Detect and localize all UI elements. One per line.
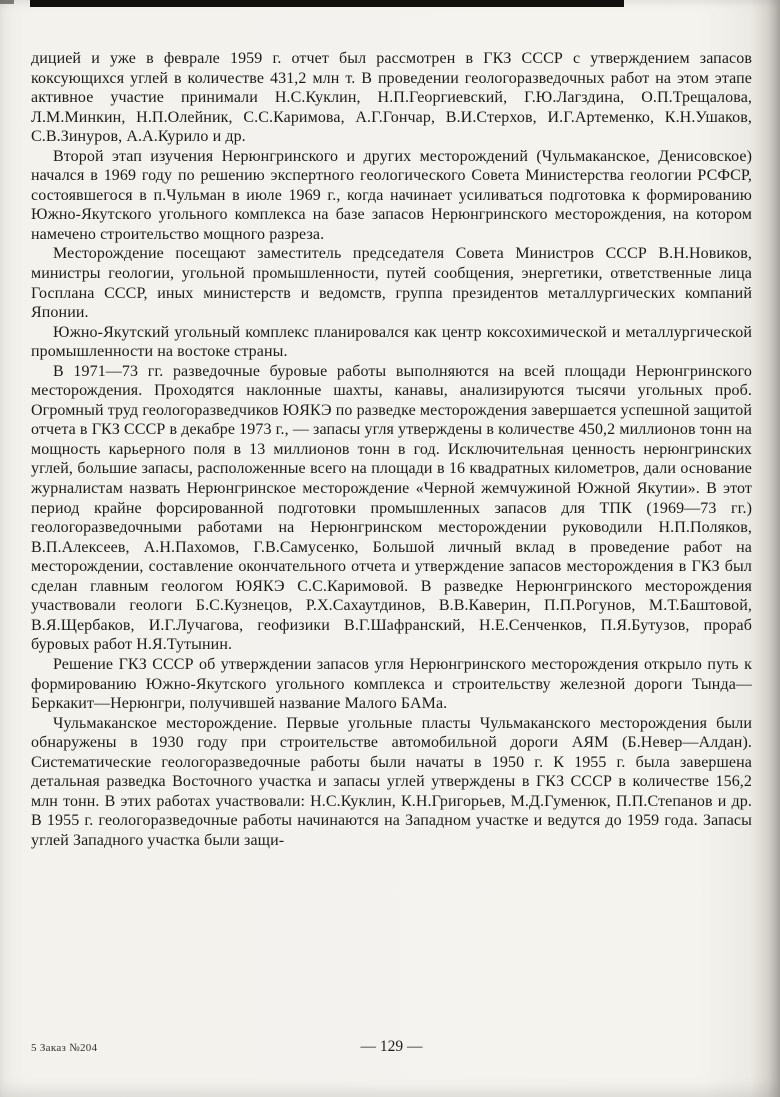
printer-order-mark: 5 Заказ №204 [31,1042,98,1054]
scan-black-bar-artifact [30,0,624,7]
paragraph: Месторождение посещают заместитель председателя Совета Министров СССР В.Н.Новиков, министры геологии, угольной промышленности, путей сообщения, энергетики, ответственные лица Госплана СССР, иных министерств и ведомств, группа президентов металлургических компаний Японии. [31,245,752,322]
page-number: — 129 — [360,1038,423,1055]
page-footer [31,1036,752,1060]
scan-edge-artifact [0,0,14,4]
paragraph: В 1971—73 гг. разведочные буровые работы выполняются на всей площади Нерюнгринского месторождения. Проходятся наклонные шахты, канавы, анализируются тысячи угольных проб. Огромный труд геологоразведчиков ЮЯКЭ по разведке месторождения завершается успешной защитой отчета в ГКЗ СССР в декабре 1973 г., — запасы угля утверждены в количестве 450,2 миллионов тонн на мощность карьерного поля в 13 миллионов тонн в год. Исключительная ценность нерюнгринских углей, большие запасы, расположенные всего на площади в 16 квадратных километров, дали основание журналистам назвать Нерюнгринское месторождение «Черной жемчужиной Южной Якутии». В этот период крайне форсированной подготовки промышленных запасов для ТПК (1969—73 гг.) геологоразведочными работами на Нерюнгринском месторождении руководили Н.П.Поляков, В.П.Алексеев, А.Н.Пахомов, Г.В.Самусенко, Большой личный вклад в проведение работ на месторождении, составление окончательного отчета и утверждение запасов месторождения в ГКЗ был сделан главным геологом ЮЯКЭ С.С.Каримовой. В разведке Нерюнгринского месторождения участвовали геологи Б.С.Кузнецов, Р.Х.Сахаутдинов, В.В.Каверин, П.П.Рогунов, М.Т.Баштовой, В.Я.Щербаков, И.Г.Лучагова, геофизики В.Г.Шафранский, Н.Е.Сенченков, П.Я.Бутузов, прораб буровых работ Н.Я.Тутынин. [31,362,752,654]
paragraph-continuation: дицией и уже в феврале 1959 г. отчет был рассмотрен в ГКЗ СССР с утверждением запасов коксующихся углей в количестве 431,2 млн т. В проведении геологоразведочных работ на этом этапе активное участие принимали Н.С.Куклин, Н.П.Георгиевский, Г.Ю.Лагздина, О.П.Трещалова, Л.М.Минкин, Н.П.Олейник, С.С.Каримова, А.Г.Гончар, В.И.Стерхов, И.Г.Артеменко, К.Н.Ушаков, С.В.Зинуров, А.А.Курило и др. [31,50,752,146]
paragraph: Решение ГКЗ СССР об утверждении запасов угля Нерюнгринского месторождения открыло путь к формированию Южно-Якутского угольного комплекса и строительству железной дороги Тында—Беркакит—Нерюнгри, получившей название Малого БАМа. [31,655,752,713]
page-text-block [31,49,752,1049]
paragraph: Чульмаканское месторождение. Первые угольные пласты Чульмаканского месторождения были обнаружены в 1930 году при строительстве автомобильной дороги АЯМ (Б.Невер—Алдан). Систематические геологоразведочные работы были начаты в 1950 г. К 1955 г. была завершена детальная разведка Восточного участка и запасы углей утверждены в ГКЗ СССР в количестве 156,2 млн тонн. В этих работах участвовали: Н.С.Куклин, К.Н.Григорьев, М.Д.Гуменюк, П.П.Степанов и др. В 1955 г. геологоразведочные работы начинаются на Западном участке и ведутся до 1959 года. Запасы углей Западного участка были защи- [31,714,752,849]
paragraph: Южно-Якутский угольный комплекс планировался как центр коксохимической и металлургической промышленности на востоке страны. [31,323,752,361]
paragraph: Второй этап изучения Нерюнгринского и других месторождений (Чульмаканское, Денисовское) начался в 1969 году по решению экспертного геологического Совета Министерства геологии РСФСР, состоявшегося в п.Чульман в июле 1969 г., когда начинает усиливаться подготовка к формированию Южно-Якутского угольного комплекса на базе запасов Нерюнгринского месторождения, на котором намечено строительство мощного разреза. [31,147,752,243]
